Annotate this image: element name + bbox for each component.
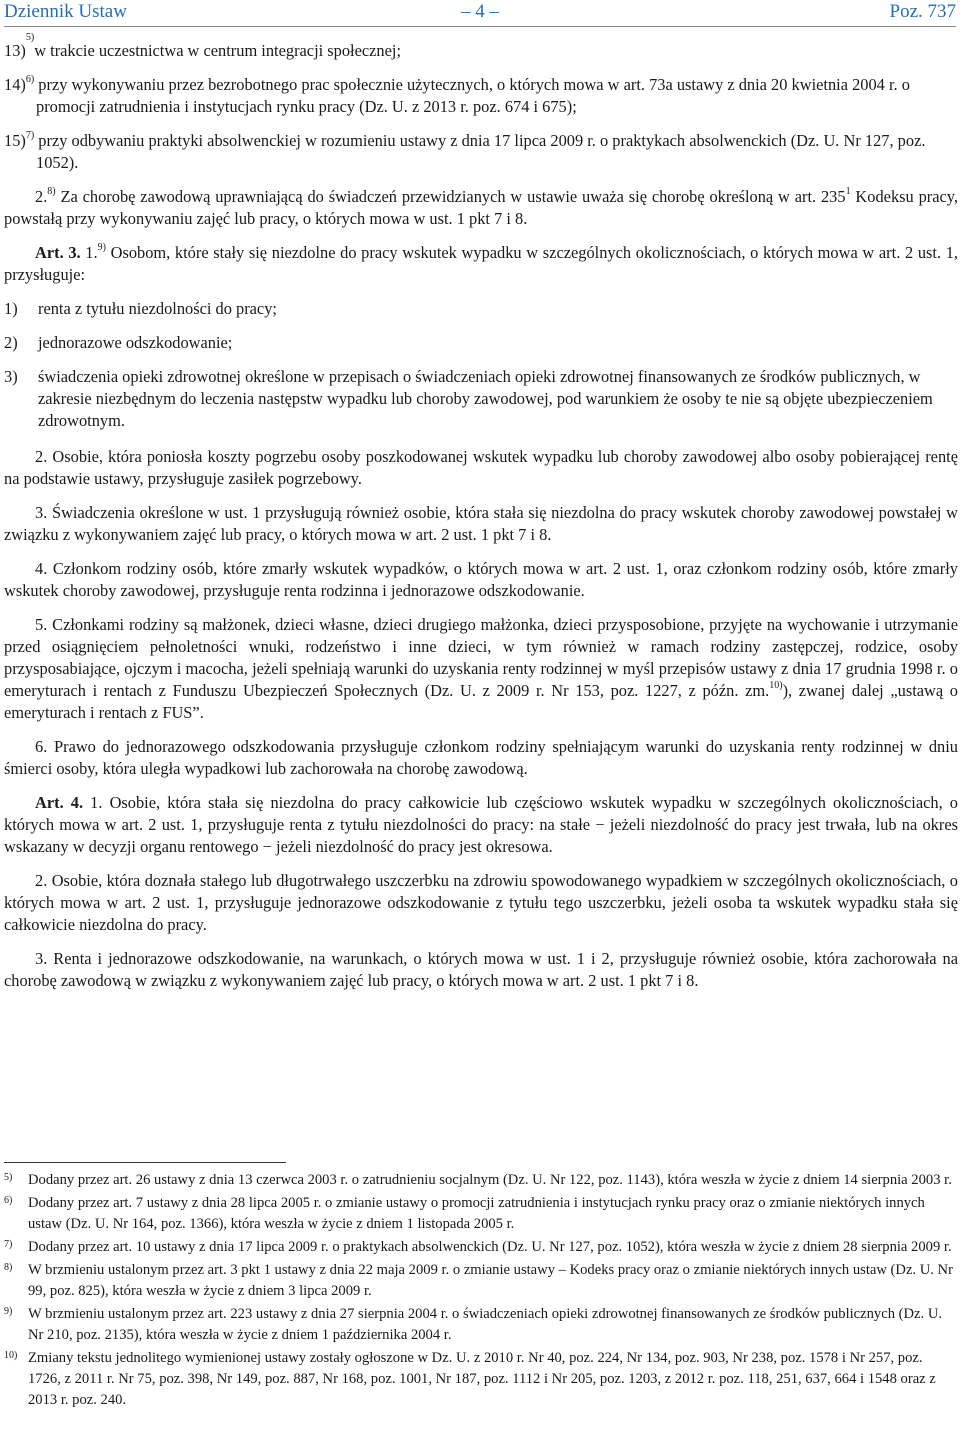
paragraph-text: Za chorobę zawodową uprawniającą do świadczeń przewidzianych w ustawie uważa się chorobę określoną w art. 235 — [55, 187, 846, 206]
page-header — [4, 0, 956, 27]
footnote-number: 5) — [4, 1172, 13, 1183]
list-item — [4, 298, 958, 320]
footnote-text: W brzmieniu ustalonym przez art. 3 pkt 1 ustawy z dnia 22 maja 2009 r. o zmianie ustawy – Kodeks pracy oraz o zmianie niektórych innych ustaw (Dz. U. Nr 99, poz. 825), która weszła w życie z dniem 3 lipca 2009 r. — [28, 1262, 953, 1299]
footnote — [4, 1260, 958, 1302]
paragraph-number: 2. — [35, 187, 48, 206]
footnote — [4, 1348, 958, 1411]
article-label: Art. 3. — [35, 243, 81, 262]
superscript: 1 — [845, 185, 851, 197]
footnotes — [4, 1170, 958, 1413]
footnote-ref: 6) — [25, 73, 35, 85]
list-item — [4, 366, 958, 432]
footnote-ref: 9) — [97, 241, 106, 253]
footnote — [4, 1237, 958, 1258]
position-number: Poz. 737 — [889, 1, 956, 22]
paragraph: 3. Świadczenia określone w ust. 1 przysługują również osobie, która stała się niezdolna do pracy wskutek choroby zawodowej powstałej w związku z wykonywaniem zajęć lub pracy, o których mowa w art. 2 ust. 1 pkt 7 i 8. — [4, 503, 958, 544]
paragraph: 4. Członkom rodziny osób, które zmarły wskutek wypadków, o których mowa w art. 2 ust. 1, oraz członkom rodziny osób, które zmarły wskutek choroby zawodowej, przysługuje renta rodzinna i jednorazowe odszkodowanie. — [4, 559, 958, 600]
item-text: renta z tytułu niezdolności do pracy; — [38, 299, 277, 318]
list-item — [4, 74, 958, 118]
item-text: jednorazowe odszkodowanie; — [38, 333, 233, 352]
footnote-text: W brzmieniu ustalonym przez art. 223 ustawy z dnia 27 sierpnia 2004 r. o świadczeniach opieki zdrowotnej finansowanych ze środków publicznych (Dz. U. Nr 210, poz. 2135), która weszła w życie z dniem 1 października 2004 r. — [28, 1306, 943, 1343]
paragraph: 3. Renta i jednorazowe odszkodowanie, na warunkach, o których mowa w ust. 1 i 2, przysługuje również osobie, która zachorowała na chorobę zawodową w związku z wykonywaniem zajęć lub pracy, o których mowa w art. 2 ust. 1 pkt 7 i 8. — [4, 949, 958, 990]
footnote-text: Dodany przez art. 7 ustawy z dnia 28 lipca 2005 r. o zmianie ustawy o promocji zatrudnienia i instytucjach rynku pracy oraz o zmianie niektórych innych ustaw (Dz. U. Nr 164, poz. 1366), która weszła w życie z dniem 1 listopada 2005 r. — [28, 1195, 925, 1232]
item-number: 1) — [4, 299, 18, 318]
journal-title: Dziennik Ustaw — [4, 1, 127, 22]
footnote-text: Zmiany tekstu jednolitego wymienionej ustawy zostały ogłoszone w Dz. U. z 2010 r. Nr 40, poz. 224, Nr 134, poz. 903, Nr 238, poz. 1578 i Nr 257, poz. 1726, z 2011 r. Nr 75, poz. 398, Nr 149, poz. 887, Nr 168, poz. 1001, Nr 187, poz. 1112 i Nr 205, poz. 1203, z 2012 r. poz. 118, 251, 637, 664 i 1548 oraz z 2013 r. poz. 240. — [28, 1350, 936, 1408]
item-number: 13) — [4, 41, 26, 60]
article-4 — [4, 792, 958, 858]
footnote-number: 9) — [4, 1306, 13, 1317]
item-number: 3) — [4, 367, 18, 386]
paragraph-text: 1. Osobie, która stała się niezdolna do pracy całkowicie lub częściowo wskutek wypadku w szczególnych okolicznościach, o których mowa w art. 2 ust. 1, przysługuje renta z tytułu niezdolności do pracy: na stałe − jeżeli niezdolność do pracy jest trwała, lub na okres wskazany w decyzji organu rentowego − jeżeli niezdolność do pracy jest okresowa. — [4, 793, 959, 856]
list-item — [4, 32, 958, 62]
paragraph-text: ), zwanej dalej „ustawą o emeryturach i rentach z FUS”. — [4, 681, 958, 722]
page-number: – 4 – — [461, 1, 499, 22]
item-text: przy wykonywaniu przez bezrobotnego prac społecznie użytecznych, o których mowa w art. 73a ustawy z dnia 20 kwietnia 2004 r. o promocji zatrudnienia i instytucjach rynku pracy (Dz. U. z 2013 r. poz. 674 i 675); — [34, 75, 910, 116]
list-item — [4, 332, 958, 354]
footnote-ref: 10) — [769, 679, 783, 691]
footnote — [4, 1170, 958, 1191]
footnote-number: 10) — [4, 1350, 18, 1361]
paragraph: 6. Prawo do jednorazowego odszkodowania przysługuje członkom rodziny spełniającym warunki do uzyskania renty rodzinnej w dniu śmierci osoby, która uległa wypadkowi lub zachorowała na chorobę zawodową. — [4, 737, 958, 778]
footnote-text: Dodany przez art. 26 ustawy z dnia 13 czerwca 2003 r. o zatrudnieniu socjalnym (Dz. U. Nr 122, poz. 1143), która weszła w życie z dniem 14 sierpnia 2003 r. — [28, 1172, 952, 1188]
footnote — [4, 1304, 958, 1346]
footnote-ref: 5) — [25, 32, 35, 43]
paragraph — [4, 614, 958, 724]
paragraph-text: Osobom, które stały się niezdolne do pracy wskutek wypadku w szczególnych okolicznościach, o których mowa w art. 2 ust. 1, przysługuje: — [4, 243, 958, 284]
paragraph-text: Kodeksu pracy, powstałą przy wykonywaniu zajęć lub pracy, o których mowa w ust. 1 pkt 7 i 8. — [4, 187, 958, 228]
item-text: przy odbywaniu praktyki absolwenckiej w rozumieniu ustawy z dnia 17 lipca 2009 r. o praktykach absolwenckich (Dz. U. Nr 127, poz. 1052). — [34, 131, 926, 172]
footnote-number: 8) — [4, 1262, 13, 1273]
item-number: 2) — [4, 333, 18, 352]
article-3 — [4, 242, 958, 286]
article-label: Art. 4. — [35, 793, 84, 812]
footnote — [4, 1193, 958, 1235]
paragraph — [4, 186, 958, 230]
paragraph: 2. Osobie, która poniosła koszty pogrzebu osoby poszkodowanej wskutek wypadku lub choroby zawodowej albo osoby pobierającej rentę na podstawie ustawy, przysługuje zasiłek pogrzebowy. — [4, 447, 958, 488]
footnote-divider — [4, 1162, 286, 1163]
footnote-number: 6) — [4, 1195, 13, 1206]
paragraph: 2. Osobie, która doznała stałego lub długotrwałego uszczerbku na zdrowiu spowodowanego wypadkiem w szczególnych okolicznościach, o których mowa w art. 2 ust. 1, przysługuje jednorazowe odszkodowanie z tytułu tego uszczerbku, jeżeli osoba ta wskutek wypadku stała się całkowicie niezdolna do pracy. — [4, 871, 958, 934]
footnote-ref: 7) — [25, 129, 35, 141]
paragraph-text: 5. Członkami rodziny są małżonek, dzieci własne, dzieci drugiego małżonka, dzieci przysposobione, przyjęte na wychowanie i utrzymanie przed osiągnięciem pełnoletności wnuki, rodzeństwo i inne dzieci, w tym również w ramach rodziny zastępczej, rodzice, osoby przysposabiające, ojczym i macocha, jeżeli spełniają warunki do uzyskania renty rodzinnej w myśl przepisów ustawy z dnia 17 grudnia 1998 r. o emeryturach i rentach z Funduszu Ubezpieczeń Społecznych (Dz. U. z 2009 r. Nr 153, poz. 1227, z późn. zm. — [4, 615, 958, 700]
item-text: świadczenia opieki zdrowotnej określone w przepisach o świadczeniach opieki zdrowotnej finansowanych ze środków publicznych, w zakresie niezbędnym do leczenia następstw wypadku lub choroby zawodowej, pod warunkiem że osoby te nie są objęte ubezpieczeniem zdrowotnym. — [38, 367, 933, 430]
item-number: 15) — [4, 131, 26, 150]
item-text: w trakcie uczestnictwa w centrum integracji społecznej; — [34, 41, 402, 60]
footnote-ref: 8) — [47, 185, 56, 197]
paragraph-number: 1. — [80, 243, 98, 262]
footnote-text: Dodany przez art. 10 ustawy z dnia 17 lipca 2009 r. o praktykach absolwenckich (Dz. U. Nr 127, poz. 1052), która weszła w życie z dniem 28 sierpnia 2009 r. — [28, 1239, 952, 1255]
list-item — [4, 130, 958, 174]
item-number: 14) — [4, 75, 26, 94]
document-body — [4, 32, 959, 992]
footnote-number: 7) — [4, 1239, 13, 1250]
